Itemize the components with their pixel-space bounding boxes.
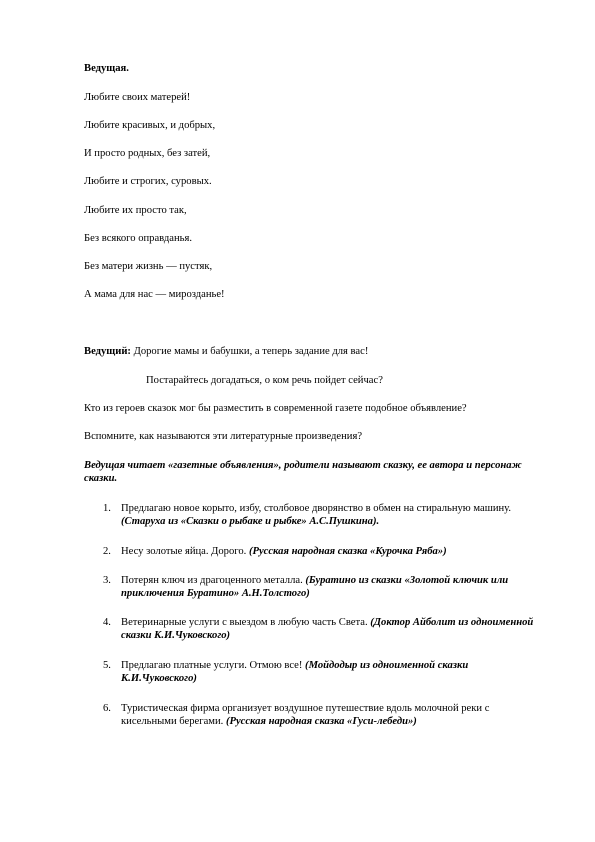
- list-item-number: 2.: [103, 546, 111, 557]
- list-item-number: 6.: [103, 703, 111, 714]
- poem-line: Без матери жизнь — пустяк,: [84, 261, 213, 272]
- ad-text: Предлагаю новое корыто, избу, столбовое дворянство в обмен на стиральную машину.: [121, 503, 512, 514]
- ad-text: Потерян ключ из драгоценного металла.: [121, 575, 306, 586]
- ad-answer: (Доктор Айболит из одноименной сказки К.И.Чуковского): [121, 617, 534, 641]
- intro-paragraph: [84, 345, 368, 358]
- poem-line: Любите красивых, и добрых,: [84, 120, 216, 131]
- poem-line: И просто родных, без затей,: [84, 148, 211, 159]
- intro-speaker: Ведущий:: [84, 346, 131, 357]
- list-item-text: [121, 574, 544, 600]
- list-item-text: [121, 545, 544, 558]
- ad-text: Несу золотые яйца. Дорого.: [121, 546, 249, 557]
- list-item-text: [121, 502, 544, 528]
- poem-line: А мама для нас — мирозданье!: [84, 289, 225, 300]
- poem-line: Любите и строгих, суровых.: [84, 176, 212, 187]
- speaker-heading: Ведущая.: [84, 63, 129, 74]
- ad-answer: (Мойдодыр из одноименной сказки К.И.Чуковского): [121, 660, 469, 684]
- list-item-number: 1.: [103, 503, 111, 514]
- instruction-paragraph: Ведущая читает «газетные объявления», родители называют сказку, ее автора и персонаж сказки.: [84, 460, 522, 484]
- question-line: Вспомните, как называются эти литературные произведения?: [84, 431, 363, 442]
- list-item-number: 5.: [103, 660, 111, 671]
- ad-answer: (Русская народная сказка «Курочка Ряба»): [248, 546, 447, 557]
- ad-answer: (Русская народная сказка «Гуси-лебеди»): [225, 716, 417, 727]
- list-item-text: [121, 702, 544, 728]
- ad-text: Предлагаю платные услуги. Отмою все!: [121, 660, 306, 671]
- ad-text: Туристическая фирма организует воздушное путешествие вдоль молочной реки с кисельными берегами.: [121, 703, 490, 727]
- question-line: Кто из героев сказок мог бы разместить в современной газете подобное объявление?: [84, 403, 467, 414]
- ad-text: Ветеринарные услуги с выездом в любую часть Света.: [121, 617, 371, 628]
- intro-text: Дорогие мамы и бабушки, а теперь задание для вас!: [130, 346, 369, 357]
- poem-line: Любите своих матерей!: [84, 92, 191, 103]
- poem-line: Без всякого оправданья.: [84, 233, 193, 244]
- list-item-number: 4.: [103, 617, 111, 628]
- ad-answer: (Буратино из сказки «Золотой ключик или приключения Буратино» А.Н.Толстого): [121, 575, 509, 599]
- poem-line: Любите их просто так,: [84, 205, 187, 216]
- indented-line: Постарайтесь догадаться, о ком речь пойдет сейчас?: [146, 375, 383, 386]
- ad-answer: (Старуха из «Сказки о рыбаке и рыбке» А.С.Пушкина).: [121, 516, 380, 527]
- list-item-text: [121, 659, 544, 685]
- list-item-text: [121, 616, 544, 642]
- list-item-number: 3.: [103, 575, 111, 586]
